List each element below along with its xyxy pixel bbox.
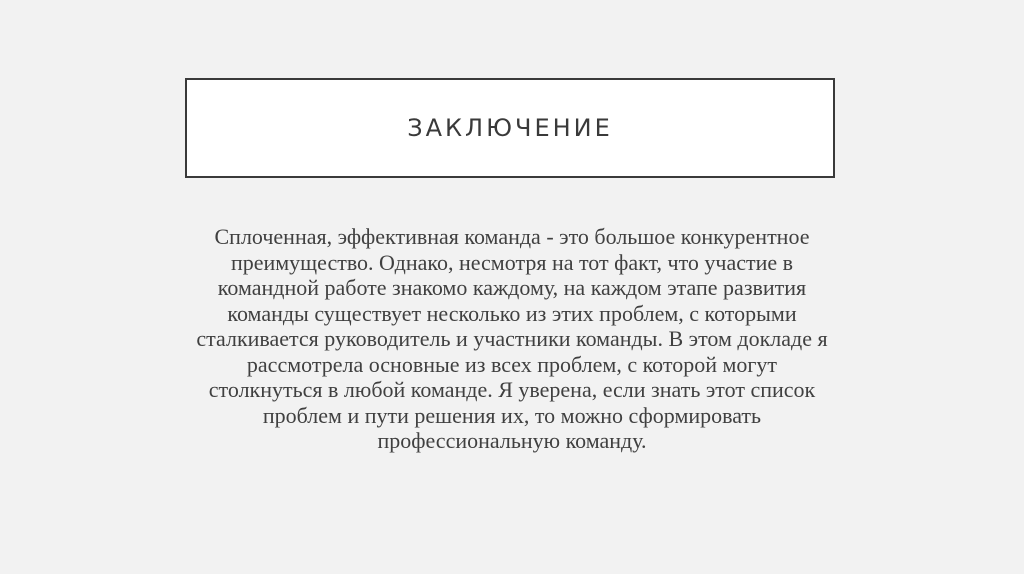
slide-title: ЗАКЛЮЧЕНИЕ	[407, 114, 613, 142]
slide-body-text: Сплоченная, эффективная команда - это большое конкурентное преимущество. Однако, несмотря на тот факт, что участие в командной работе знакомо каждому, на каждом этапе развития команды существует несколько из этих проблем, с которыми сталкивается руководитель и участники команды. В этом докладе я рассмотрела основные из всех проблем, с которой могут столкнуться в любой команде. Я уверена, если знать этот список проблем и пути решения их, то можно сформировать профессиональную команду.	[196, 224, 828, 453]
title-box	[185, 78, 835, 178]
